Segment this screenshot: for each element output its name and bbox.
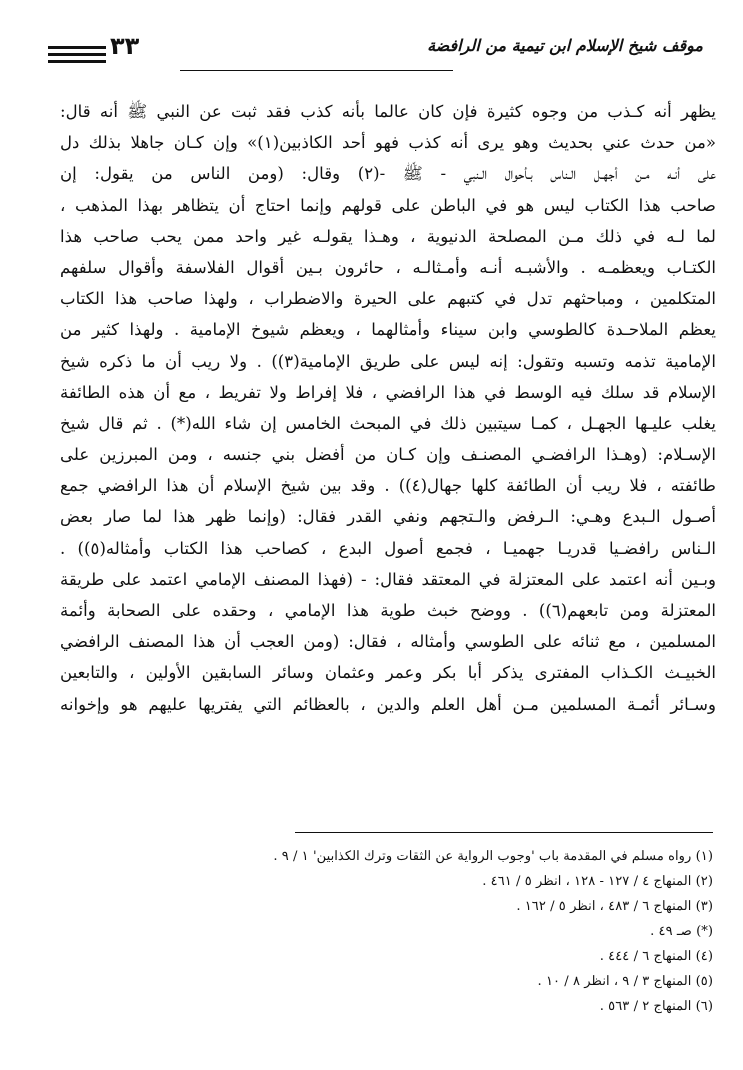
page-number: ٣٣ — [110, 32, 140, 60]
page-header — [48, 28, 703, 78]
text-line: أصـول الـبدع وهـي: الـرفض والـتجهم ونفي القدر فقال: (وإنما ظهر هذا لما صار بعض — [60, 507, 716, 527]
text-line: المسلمين ، مع ثنائه على الطوسي وأمثاله ، فقال: (ومن العجب أن هذا المصنف الرافضي — [60, 632, 716, 652]
footnote: (٥) المنهاج ٣ / ٩ ، انظر ٨ / ١٠ . — [537, 974, 713, 989]
footnotes — [243, 844, 713, 1019]
text-line: يظهر أنه كـذب من وجوه كثيرة فإن كان عالما بأنه كذب فقد ثبت عن النبي ﷺ أنه قال: — [60, 102, 716, 121]
footnote: (٦) المنهاج ٢ / ٥٦٣ . — [599, 999, 713, 1014]
text-line: الخبيـث الكـذاب المفترى يذكر أبا بكر وعمر وعثمان وسائر السابقين الأولين ، والتابعين — [60, 663, 716, 683]
footnote: (٣) المنهاج ٦ / ٤٨٣ ، انظر ٥ / ١٦٢ . — [516, 899, 713, 914]
text-line: صاحب هذا الكتاب ليس هو في الباطن على قولهم وإنما احتاج أن يتظاهر بهذا المذهب ، — [60, 195, 716, 215]
footnote-separator — [295, 832, 713, 833]
running-title: موقف شيخ الإسلام ابن تيمية من الرافضة — [427, 36, 703, 55]
header-rule — [48, 53, 106, 56]
text-line: المعتزلة ومن تابعهم(٦)) . ووضح خبث طوية هذا الإمامي ، وحقده على الصحابة وأئمة — [60, 601, 716, 620]
text-line: يغلب عليـها الجهـل ، كمـا سيتبين ذلك في المبحث الخامس إن شاء الله(*) . ثم قال شيخ — [60, 413, 716, 433]
text-line: الإسـلام: (وهـذا الرافضـي المصنـف وإن كـان من أفضل بني جنسه ، ومن المبرزين على — [60, 445, 716, 465]
footnote: (*) صـ ٤٩ . — [650, 924, 713, 939]
text-line: يعظم الملاحـدة كالطوسي وابن سيناء وأمثالهما ، ويعظم شيوخ الإمامية . ولهذا كثير من — [60, 320, 716, 340]
footnote: (٤) المنهاج ٦ / ٤٤٤ . — [599, 949, 713, 964]
text-line: وبـين أنه اعتمد على المعتزلة في المعتقد فقال: - (فهذا المصنف الإمامي اعتمد على طريقة — [60, 569, 716, 589]
text-line: المتكلمين ، ومباحثهم تدل في كتبهم على الحيرة والاضطراب ، ولهذا صاحب هذا الكتاب — [60, 289, 716, 309]
text-line: الإسلام قد سلك فيه الوسط في هذا الرافضي ، فلا إفراط ولا تفريط ، مع أن هذه الطائفة — [60, 382, 716, 402]
footnote: (١) رواه مسلم في المقدمة باب 'وجوب الرواية عن الثقات وترك الكذابين' ١ / ٩ . — [273, 849, 713, 864]
text-line: وسـائر أئمـة المسلمين مـن أهل العلم والدين ، بالعظائم التي يفتريها عليهم هو وإخوانه — [60, 694, 716, 714]
header-rule — [48, 60, 106, 63]
footnote: (٢) المنهاج ٤ / ١٢٧ - ١٢٨ ، انظر ٥ / ٤٦١ . — [482, 874, 713, 889]
header-underline — [180, 70, 453, 71]
text-line: الكتـاب ويعظمـه . والأشبـه أنـه وأمـثالـه ، حائرون بـين أقوال الفلاسفة وأقوال سلفهم — [60, 257, 716, 277]
text-line: «من حدث عني بحديث وهو يرى أنه كذب فهو أحد الكاذبين(١)» وإن كـان جاهلا بذلك دل — [60, 133, 716, 153]
text-line: لما لـه في ذلك مـن المصلحة الدنيوية ، وهـذا يقولـه غير واحد ممن يحب صاحب هذا — [60, 226, 716, 246]
text-line: على أنـه مـن أجهـل الـناس بـأحوال الـنبي - ﷺ -(٢) وقال: (ومن الناس من يقول: إن — [60, 164, 716, 184]
text-line: الإمامية تذمه وتسبه وتقول: إنه ليس على طريق الإمامية(٣)) . ولا ريب أن ما ذكره شيخ — [60, 351, 716, 371]
main-text — [60, 96, 716, 720]
text-line: طائفته ، فلا ريب أن الطائفة كلها جهال(٤)) . وقد بين شيخ الإسلام أن هذا الرافضي جمع — [60, 476, 716, 496]
header-rule — [48, 46, 106, 49]
text-line: الـناس رافضـيا قدريـا جهميـا ، فجمع أصول البدع ، كصاحب هذا الكتاب وأمثاله(٥)) . — [60, 538, 716, 558]
